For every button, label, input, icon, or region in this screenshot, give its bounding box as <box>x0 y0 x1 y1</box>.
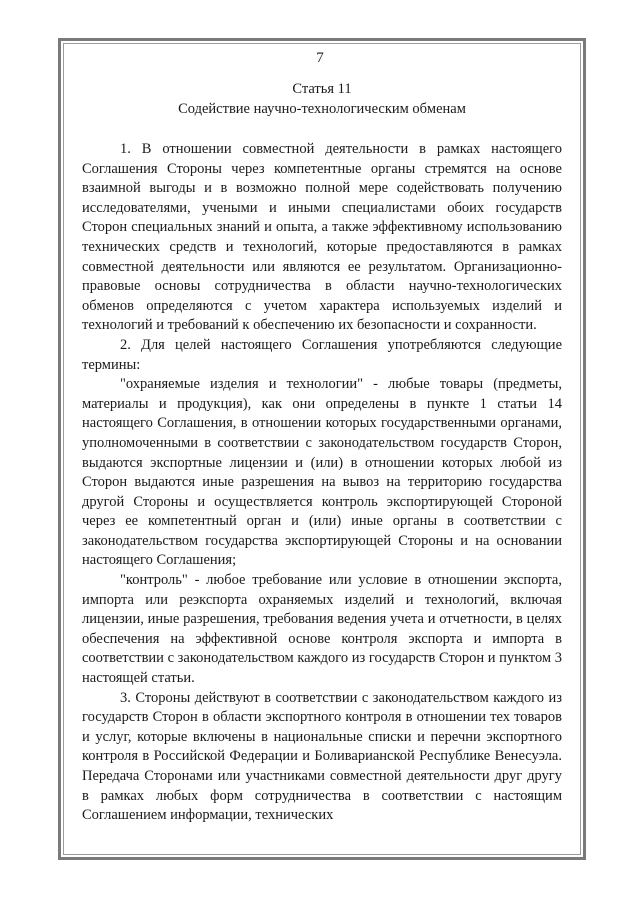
paragraph-2: 2. Для целей настоящего Соглашения употребляются следующие термины: <box>82 336 562 373</box>
article-title: Статья 11 <box>292 81 352 97</box>
paragraph-1: 1. В отношении совместной деятельности в рамках настоящего Соглашения Стороны через компетентные органы стремятся на основе взаимной выгоды и в возможно полной мере содействовать получению исследователями, учеными и иными специалистами обоих государств Сторон специальных знаний и опыта, а также эффективному использованию технических средств и технологий, которые предоставляются в рамках совместной деятельности или являются ее результатом. Организационно-правовые основы сотрудничества в области научно-технологических обменов определяются с учетом характера используемых изделий и технологий и требований к обеспечению их безопасности и сохранности. <box>82 141 562 334</box>
page-number: 7 <box>316 50 324 66</box>
article-subtitle: Содействие научно-технологическим обменам <box>178 101 466 117</box>
article-body <box>82 140 562 826</box>
term-control: "контроль" - любое требование или условие в отношении экспорта, импорта или реэкспорта охраняемых изделий и технологий, включая лицензии, иные разрешения, требования ведения учета и отчетности, в целях обеспечения на эффективной основе контроля экспорта и импорта в соответствии с законодательством каждого из государств Сторон и пунктом 3 настоящей статьи. <box>82 572 562 687</box>
paragraph-3: 3. Стороны действуют в соответствии с законодательством каждого из государств Сторон в области экспортного контроля в отношении тех товаров и услуг, которые включены в национальные списки и перечни экспортного контроля в Российской Федерации и Боливарианской Республике Венесуэла. Передача Сторонами или участниками совместной деятельности друг другу в рамках любых форм сотрудничества в соответствии с настоящим Соглашением информации, технических <box>82 689 562 824</box>
term-protected-items: "охраняемые изделия и технологии" - любые товары (предметы, материалы и продукция), как они определены в пункте 1 статьи 14 настоящего Соглашения, в отношении которых государственными органами, уполномоченными в соответствии с законодательством государств Сторон, выдаются экспортные лицензии и (или) в отношении которых любой из Сторон выдаются иные разрешения на вывоз на территорию государства другой Стороны и осуществляется контроль экспортирующей Стороной через ее компетентный орган и (или) иные органы в соответствии с законодательством государства экспортирующей Стороны и на основании настоящего Соглашения; <box>82 376 562 569</box>
